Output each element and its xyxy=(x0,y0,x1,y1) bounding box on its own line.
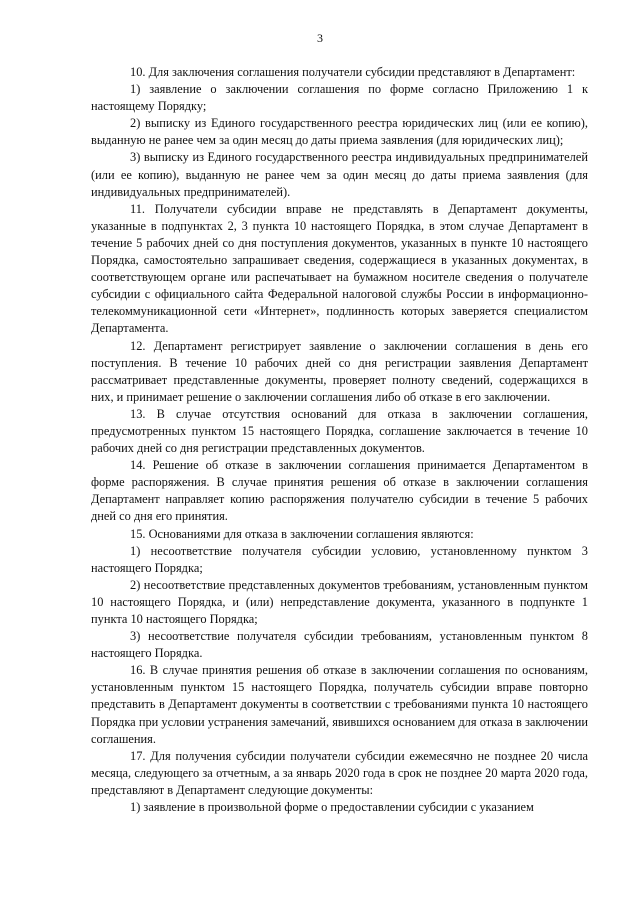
paragraph-15-3: 3) несоответствие получателя субсидии требованиям, установленным пунктом 8 настоящего Порядка. xyxy=(91,629,588,661)
paragraph-17-1: 1) заявление в произвольной форме о предоставлении субсидии с указанием xyxy=(130,800,534,815)
paragraph-10-1: 1) заявление о заключении соглашения по форме согласно Приложению 1 к настоящему Порядку; xyxy=(91,82,588,114)
paragraph-12: 12. Департамент регистрирует заявление о заключении соглашения в день его поступления. В течение 10 рабочих дней со дня регистрации заявления Департамент рассматривает представленные документы, проверяет полноту сведений, содержащихся в них, и принимает решение о заключении соглашения либо об отказе в его заключении. xyxy=(91,338,588,404)
paragraph-14: 14. Решение об отказе в заключении соглашения принимается Департаментом в форме распоряжения. В случае принятия решения об отказе в заключении соглашения Департамент направляет копию распоряжения получателю субсидии в течение 5 рабочих дней со дня его принятия. xyxy=(91,458,588,524)
page-number: 3 xyxy=(317,31,323,45)
paragraph-11: 11. Получатели субсидии вправе не представлять в Департамент документы, указанные в подпунктах 2, 3 пункта 10 настоящего Порядка, в этом случае Департамент в течение 5 рабочих дней со дня поступления документов, указанных в пункте 10 настоящего Порядка, самостоятельно запрашивает сведения, содержащиеся в указанных документах, в соответствующем органе или распечатывает на бумажном носителе сведения о получателе субсидии с официального сайта Федеральной налоговой службы России в информационно-телекоммуникационной сети «Интернет», подлинность которых заверяется специалистом Департамента. xyxy=(91,201,588,336)
paragraph-15-2: 2) несоответствие представленных документов требованиям, установленным пунктом 10 настоящего Порядка, и (или) непредставление документа, указанного в подпункте 1 пункта 10 настоящего Порядка; xyxy=(91,577,588,626)
paragraph-15: 15. Основаниями для отказа в заключении соглашения являются: xyxy=(130,526,474,541)
document-body xyxy=(91,64,588,816)
paragraph-15-1: 1) несоответствие получателя субсидии условию, установленному пунктом 3 настоящего Порядка; xyxy=(91,543,588,575)
paragraph-16: 16. В случае принятия решения об отказе в заключении соглашения по основаниям, установленным пунктом 15 настоящего Порядка, получатель субсидии вправе повторно представить в Департамент документы в соответствии с требованиями пункта 10 настоящего Порядка при условии устранения замечаний, явившихся основанием для отказа в заключении соглашения. xyxy=(91,663,588,746)
paragraph-13: 13. В случае отсутствия оснований для отказа в заключении соглашения, предусмотренных пунктом 15 настоящего Порядка, соглашение заключается в течение 10 рабочих дней со дня регистрации представленных документов. xyxy=(91,406,588,456)
paragraph-10-2: 2) выписку из Единого государственного реестра юридических лиц (или ее копию), выданную не ранее чем за один месяц до даты приема заявления (для юридических лиц); xyxy=(91,116,588,148)
paragraph-17: 17. Для получения субсидии получатели субсидии ежемесячно не позднее 20 числа месяца, следующего за отчетным, а за январь 2020 года в срок не позднее 20 марта 2020 года, представляют в Департамент следующие документы: xyxy=(91,748,588,797)
paragraph-10: 10. Для заключения соглашения получатели субсидии представляют в Департамент: xyxy=(130,65,576,79)
paragraph-10-3: 3) выписку из Единого государственного реестра индивидуальных предпринимателей (или ее копию), выданную не ранее чем за один месяц до даты приема заявления (для индивидуальных предпринимателей). xyxy=(91,150,588,199)
